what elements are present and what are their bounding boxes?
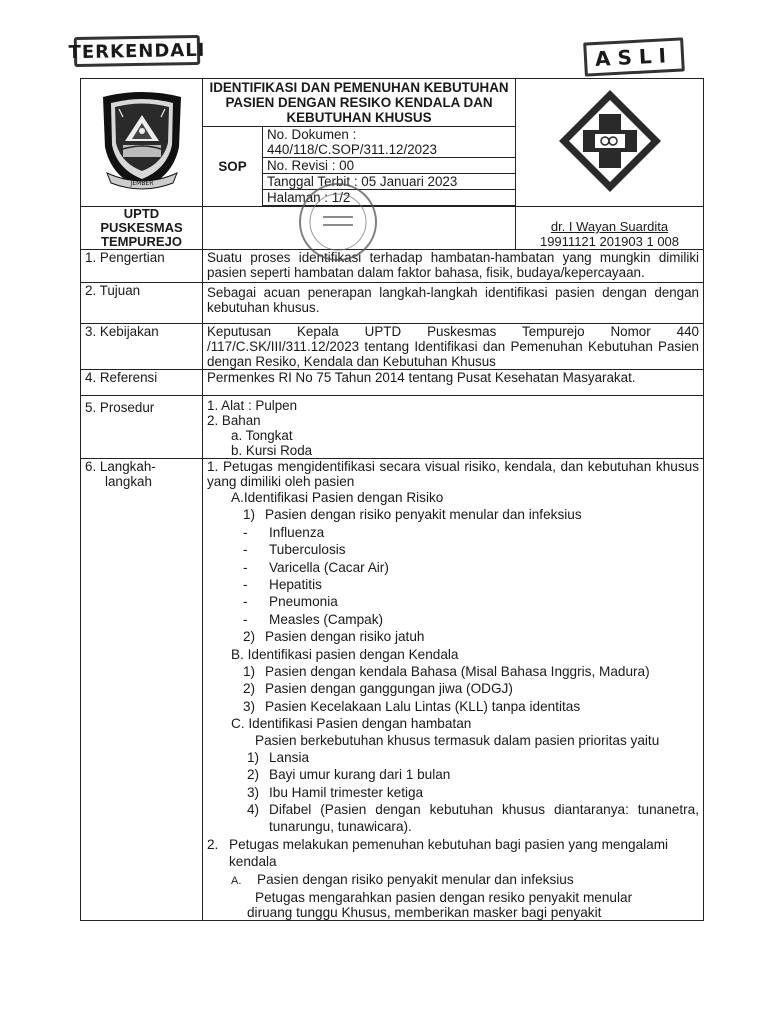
prosedur-label: 5. Prosedur: [81, 396, 203, 459]
item-text: Pasien dengan risiko penyakit menular dan infeksius: [265, 507, 582, 523]
pengertian-text: Suatu proses identifikasi terhadap hambatan-hambatan yang mungkin dimiliki pasien seperti hambatan dalam faktor bahasa, fisik, budaya/kepercayaan.: [203, 250, 704, 283]
item-number: 3): [247, 784, 260, 800]
section-a-item-1: [207, 506, 699, 523]
pengertian-label: 1. Pengertian: [81, 250, 203, 283]
section-b-item: [207, 698, 699, 715]
item-text: Pasien Kecelakaan Lalu Lintas (KLL) tanpa identitas: [265, 698, 581, 714]
item-number: 4): [247, 801, 260, 817]
step-2-a-text-line2: diruang tunggu Khusus, memberikan masker bagi penyakit: [247, 904, 602, 920]
langkah-content: [203, 459, 704, 921]
kebijakan-label: 3. Kebijakan: [81, 324, 203, 370]
langkah-label-line2: langkah: [105, 474, 152, 489]
disease-name: Measles (Campak): [269, 611, 384, 627]
item-text: Pasien dengan kendala Bahasa (Misal Bahasa Inggris, Madura): [265, 664, 650, 680]
item-text: Pasien dengan ganggungan jiwa (ODGJ): [265, 681, 513, 697]
asli-stamp: ASLI: [583, 37, 685, 76]
item-text: Pasien dengan risiko penyakit menular dan infeksius: [257, 871, 574, 887]
section-b-item: [207, 680, 699, 697]
bullet-dash: -: [243, 524, 248, 540]
langkah-label: [81, 459, 203, 921]
section-c-item: [207, 784, 699, 801]
bullet-dash: -: [243, 542, 248, 558]
puskesmas-logo: [516, 79, 704, 207]
disease-item: [207, 541, 699, 558]
step-text: Petugas melakukan pemenuhan kebutuhan bagi pasien yang mengalami kendala: [229, 836, 669, 870]
item-number: 1): [243, 664, 256, 680]
list-item: a. Tongkat: [231, 428, 293, 443]
section-c-item: [207, 801, 699, 836]
referensi-text: Permenkes RI No 75 Tahun 2014 tentang Pusat Kesehatan Masyarakat.: [203, 370, 704, 396]
doc-number-value: 440/118/C.SOP/311.12/2023: [267, 142, 437, 157]
disease-name: Influenza: [269, 524, 325, 540]
regency-logo: [81, 79, 203, 207]
disease-item: [207, 524, 699, 541]
item-text: Difabel (Pasien dengan kebutuhan khusus diantaranya: tunanetra, tunarungu, tunawicara).: [269, 801, 699, 835]
disease-item: [207, 593, 699, 610]
bullet-dash: -: [243, 577, 248, 593]
revision-number: No. Revisi : 00: [263, 158, 516, 174]
list-item: b. Kursi Roda: [231, 443, 313, 458]
disease-name: Tuberculosis: [269, 542, 346, 558]
signer-block: [516, 207, 704, 250]
doc-number: [263, 127, 516, 158]
signer-nip: 19911121 201903 1 008: [539, 234, 680, 249]
item-text: Bayi umur kurang dari 1 bulan: [269, 767, 451, 783]
disease-name: Pneumonia: [269, 594, 338, 610]
issue-date: Tanggal Terbit : 05 Januari 2023: [263, 174, 516, 190]
item-number: 2): [243, 681, 256, 697]
round-seal-icon: [278, 177, 398, 267]
item-number: 2): [247, 767, 260, 783]
section-c-title: C. Identifikasi Pasien dengan hambatan: [231, 716, 472, 732]
referensi-label: 4. Referensi: [81, 370, 203, 396]
item-number: A.: [231, 874, 242, 887]
item-number: 1): [243, 507, 256, 523]
signer-name: dr. I Wayan Suardita: [550, 219, 669, 234]
list-item: 1. Alat : Pulpen: [207, 398, 298, 413]
regency-crest-icon: [93, 89, 191, 193]
item-text: Lansia: [269, 749, 310, 765]
tujuan-label: 2. Tujuan: [81, 283, 203, 324]
section-c-item: [207, 749, 699, 766]
terkendali-stamp: TERKENDALI: [74, 35, 201, 67]
tujuan-text: Sebagai acuan penerapan langkah-langkah identifikasi pasien dengan dengan kebutuhan khusus.: [203, 283, 704, 324]
kebijakan-text: Keputusan Kepala UPTD Puskesmas Tempurejo Nomor 440 /117/C.SK/III/311.12/2023 tentang Identifikasi dan Pemenuhan Kebutuhan Pasien dengan Resiko, Kendala dan Kebutuhan Khusus: [203, 324, 704, 370]
sop-label: SOP: [203, 127, 263, 207]
disease-name: Hepatitis: [269, 577, 322, 593]
document-title: IDENTIFIKASI DAN PEMENUHAN KEBUTUHAN PASIEN DENGAN RESIKO KENDALA DAN KEBUTUHAN KHUSUS: [203, 79, 516, 127]
section-b-item: [207, 663, 699, 680]
disease-item: [207, 611, 699, 628]
bullet-dash: -: [243, 559, 248, 575]
organization-name: UPTD PUSKESMAS TEMPUREJO: [81, 207, 203, 250]
langkah-label-line1: 6. Langkah-: [85, 459, 156, 474]
prosedur-list: [203, 396, 704, 459]
bullet-dash: -: [243, 611, 248, 627]
step-2-a: [207, 871, 699, 890]
list-item: 2. Bahan: [207, 413, 261, 428]
doc-number-label: No. Dokumen :: [267, 127, 357, 142]
section-a-title: A.Identifikasi Pasien dengan Risiko: [231, 490, 444, 505]
step-number: 2.: [207, 836, 219, 852]
step-2-a-text-line1: Petugas mengarahkan pasien dengan resiko penyakit menular: [255, 889, 633, 905]
disease-item: [207, 576, 699, 593]
step-2: [207, 836, 699, 871]
disease-name: Varicella (Cacar Air): [269, 559, 389, 575]
section-b-title: B. Identifikasi pasien dengan Kendala: [231, 646, 459, 662]
page-number: Halaman : 1/2: [263, 190, 516, 206]
section-c-item: [207, 766, 699, 783]
step-1: 1. Petugas mengidentifikasi secara visual risiko, kendala, dan kebutuhan khusus yang dimiliki oleh pasien: [207, 459, 699, 489]
puskesmas-cross-icon: [555, 86, 665, 196]
item-text: Ibu Hamil trimester ketiga: [269, 784, 424, 800]
item-number: 1): [247, 749, 260, 765]
logo-ribbon-text: JEMBER: [130, 180, 153, 187]
item-number: 2): [243, 629, 256, 645]
item-text: Pasien dengan risiko jatuh: [265, 629, 425, 645]
sop-table: [80, 78, 704, 921]
bullet-dash: -: [243, 594, 248, 610]
section-c-intro: Pasien berkebutuhan khusus termasuk dalam pasien prioritas yaitu: [255, 732, 660, 748]
item-number: 3): [243, 698, 256, 714]
disease-item: [207, 559, 699, 576]
section-a-item-2: [207, 628, 699, 645]
official-seal: [203, 207, 516, 250]
